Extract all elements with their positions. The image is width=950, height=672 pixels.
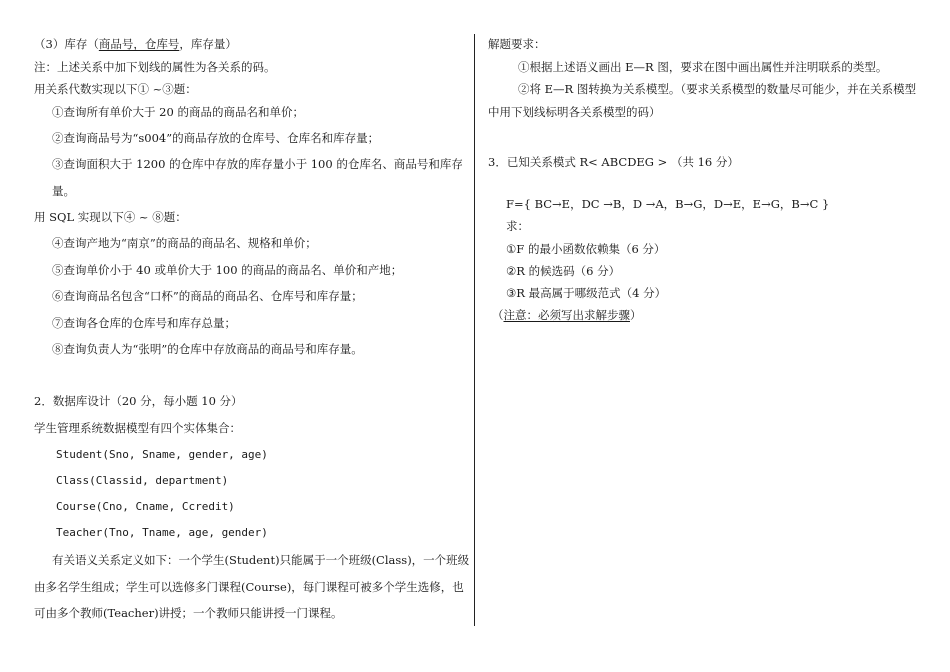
store-relation-suffix: ，库存量） xyxy=(179,37,237,51)
entity-teacher: Teacher(Tno, Tname, age, gender) xyxy=(56,526,268,539)
entity-class: Class(Classid, department) xyxy=(56,474,229,487)
question-item-4: ④查询产地为“南京”的商品的商品名、规格和单价； xyxy=(52,236,317,250)
semantics-line-3: 可由多个教师(Teacher)讲授；一个教师只能讲授一门课程。 xyxy=(34,606,343,620)
question-item-8: ⑧查询负责人为“张明”的仓库中存放商品的商品号和库存量。 xyxy=(52,342,363,356)
notice-open: （ xyxy=(492,308,504,322)
entity-course: Course(Cno, Cname, Ccredit) xyxy=(56,500,235,513)
algebra-intro: 用关系代数实现以下① ~③题： xyxy=(34,82,197,96)
store-relation-line xyxy=(34,37,237,51)
sql-intro: 用 SQL 实现以下④ ~ ⑧题： xyxy=(34,210,187,224)
store-relation-prefix: （3）库存（ xyxy=(34,37,99,51)
question-item-3-cont: 量。 xyxy=(52,184,75,198)
notice-close: ） xyxy=(630,308,642,322)
requirement-2-cont: 中用下划线标明各关系模型的码） xyxy=(488,105,661,119)
notice-text: 注意：必须写出求解步骤 xyxy=(503,308,630,322)
question-item-7: ⑦查询各仓库的仓库号和库存总量； xyxy=(52,316,236,330)
ask-item-1: ①F 的最小函数依赖集（6 分） xyxy=(506,242,666,256)
section-2-intro: 学生管理系统数据模型有四个实体集合： xyxy=(34,421,241,435)
key-note: 注：上述关系中加下划线的属性为各关系的码。 xyxy=(34,60,276,74)
requirement-1: ①根据上述语义画出 E—R 图，要求在图中画出属性并注明联系的类型。 xyxy=(518,60,888,74)
ask-item-2: ②R 的候选码（6 分） xyxy=(506,264,621,278)
entity-student: Student(Sno, Sname, gender, age) xyxy=(56,448,268,461)
requirements-title: 解题要求： xyxy=(488,37,546,51)
section-2-title: 2．数据库设计（20 分，每小题 10 分） xyxy=(34,394,243,408)
semantics-line-2: 由多名学生组成；学生可以选修多门课程(Course)，每门课程可被多个学生选修，也 xyxy=(34,580,464,594)
column-divider xyxy=(474,34,475,626)
notice-line xyxy=(492,308,642,322)
fd-set: F={ BC→E，DC →B，D →A，B→G，D→E，E→G，B→C } xyxy=(506,197,830,211)
ask-label: 求： xyxy=(506,219,529,233)
semantics-line-1: 有关语义关系定义如下：一个学生(Student)只能属于一个班级(Class)，一个班级 xyxy=(52,553,470,567)
store-relation-keys: 商品号，仓库号 xyxy=(98,37,180,51)
requirement-2: ②将 E—R 图转换为关系模型。（要求关系模型的数量尽可能少，并在关系模型 xyxy=(518,82,917,96)
question-item-6: ⑥查询商品名包含“口杯”的商品的商品名、仓库号和库存量； xyxy=(52,289,363,303)
question-item-1: ①查询所有单价大于 20 的商品的商品名和单价； xyxy=(52,105,304,119)
question-item-5: ⑤查询单价小于 40 或单价大于 100 的商品的商品名、单价和产地； xyxy=(52,263,403,277)
section-3-title: 3．已知关系模式 R< ABCDEG > （共 16 分） xyxy=(488,155,739,169)
question-item-3: ③查询面积大于 1200 的仓库中存放的库存量小于 100 的仓库名、商品号和库存 xyxy=(52,157,463,171)
ask-item-3: ③R 最高属于哪级范式（4 分） xyxy=(506,286,667,300)
question-item-2: ②查询商品号为“s004”的商品存放的仓库号、仓库名和库存量； xyxy=(52,131,380,145)
